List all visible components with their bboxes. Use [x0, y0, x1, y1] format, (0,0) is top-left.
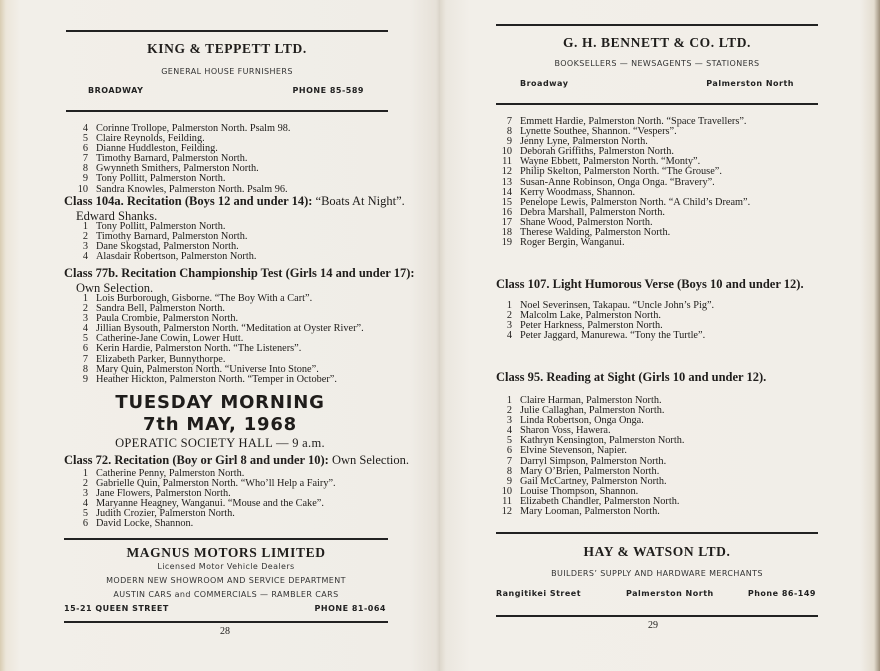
- ad-tagline: BUILDERS’ SUPPLY AND HARDWARE MERCHANTS: [551, 569, 763, 578]
- list-item: 5 Kathryn Kensington, Palmerston North.: [506, 435, 685, 447]
- ad-name: KING & TEPPETT LTD.: [147, 41, 307, 56]
- ad-address: Broadway: [520, 79, 569, 88]
- class-77b-heading: Class 77b. Recitation Championship Test (Girls 14 and under 17):: [64, 266, 415, 280]
- list-item: 19 Roger Bergin, Wanganui.: [501, 237, 625, 249]
- page-number: 29: [648, 620, 658, 631]
- list-item: 3 Peter Harkness, Palmerston North.: [506, 320, 663, 332]
- class-104a-author: Edward Shanks.: [76, 209, 158, 223]
- ad-line-3: AUSTIN CARS and COMMERCIALS — RAMBLER CARS: [113, 590, 339, 599]
- list-item: 2 Malcolm Lake, Palmerston North.: [506, 310, 661, 322]
- class-77b-subline: Own Selection.: [76, 281, 154, 295]
- list-item: 1 Catherine Penny, Palmerston North.: [82, 468, 245, 479]
- ad-magnus-motors: [64, 538, 388, 623]
- list-item: 6 Kerin Hardie, Palmerston North. “The Listeners”.: [82, 343, 302, 355]
- list-item: 3 Paula Crombie, Palmerston North.: [82, 313, 239, 325]
- list-item: 7 Darryl Simpson, Palmerston North.: [506, 455, 667, 467]
- ad-hay-watson: [496, 532, 818, 616]
- entry-list-continued: [494, 117, 750, 248]
- class-95-entries: [494, 396, 684, 517]
- list-item: 4 Corinne Trollope, Palmerston North. Psalm 98.: [82, 123, 291, 134]
- list-item: 3 Jane Flowers, Palmerston North.: [82, 488, 231, 500]
- list-item: 11 Elizabeth Chandler, Palmerston North.: [502, 495, 680, 507]
- ad-phone: PHONE 85-589: [292, 86, 364, 95]
- session-date: 7th MAY, 1968: [143, 414, 297, 435]
- list-item: 1 Lois Burborough, Gisborne. “The Boy With a Cart”.: [82, 293, 313, 304]
- list-item: 2 Julie Callaghan, Palmerston North.: [506, 405, 665, 417]
- list-item: 6 David Locke, Shannon.: [82, 518, 194, 530]
- list-item: 2 Sandra Bell, Palmerston North.: [82, 303, 225, 315]
- session-venue: OPERATIC SOCIETY HALL — 9 a.m.: [115, 436, 325, 450]
- divider-rule: [64, 621, 388, 623]
- list-item: 9 Gail McCartney, Palmerston North.: [506, 475, 667, 487]
- list-item: 8 Lynette Southee, Shannon. “Vespers”.: [506, 126, 677, 138]
- list-item: 10 Deborah Griffiths, Palmerston North.: [501, 146, 674, 158]
- list-item: 4 Sharon Voss, Hawera.: [506, 425, 611, 437]
- list-item: 16 Debra Marshall, Palmerston North.: [501, 206, 665, 218]
- ad-name: MAGNUS MOTORS LIMITED: [126, 545, 326, 560]
- ad-phone: Phone 86-149: [747, 589, 816, 598]
- class-107-heading: Class 107. Light Humorous Verse (Boys 10 and under 12).: [496, 277, 804, 291]
- ad-tagline: BOOKSELLERS — NEWSAGENTS — STATIONERS: [554, 59, 760, 68]
- list-item: 7 Timothy Barnard, Palmerston North.: [82, 153, 248, 165]
- divider-rule: [496, 103, 818, 105]
- list-item: 9 Jenny Lyne, Palmerston North.: [506, 136, 648, 148]
- list-item: 8 Mary Quin, Palmerston North. “Universe Into Stone”.: [82, 363, 319, 375]
- list-item: 15 Penelope Lewis, Palmerston North. “A Child’s Dream”.: [501, 196, 751, 208]
- list-item: 6 Dianne Huddleston, Feilding.: [82, 143, 218, 155]
- list-item: 1 Claire Harman, Palmerston North.: [506, 395, 662, 406]
- list-item: 8 Gwynneth Smithers, Palmerston North.: [82, 163, 259, 175]
- list-item: 4 Alasdair Robertson, Palmerston North.: [82, 251, 257, 263]
- list-item: 5 Judith Crozier, Palmerston North.: [82, 508, 235, 520]
- list-item: 12 Mary Looman, Palmerston North.: [501, 506, 660, 518]
- ad-line-2: MODERN NEW SHOWROOM AND SERVICE DEPARTMENT: [106, 576, 346, 585]
- list-item: 9 Heather Hickton, Palmerston North. “Temper in October”.: [82, 373, 337, 385]
- list-item: 9 Tony Pollitt, Palmerston North.: [82, 173, 226, 185]
- list-item: 2 Gabrielle Quin, Palmerston North. “Who’ll Help a Fairy”.: [82, 478, 336, 490]
- class-72-entries: [70, 469, 336, 530]
- list-item: 11 Wayne Ebbett, Palmerston North. “Monty”.: [502, 156, 701, 168]
- list-item: 5 Catherine-Jane Cowin, Lower Hutt.: [82, 333, 244, 345]
- list-item: 7 Emmett Hardie, Palmerston North. “Space Travellers”.: [506, 116, 747, 127]
- page-29: [440, 0, 880, 671]
- list-item: 3 Dane Skogstad, Palmerston North.: [82, 241, 239, 253]
- ad-king-teppett: [66, 30, 388, 112]
- ad-address: Rangitikei Street: [496, 589, 582, 598]
- class-77b-entries: [70, 294, 364, 385]
- list-item: 3 Linda Robertson, Onga Onga.: [506, 415, 644, 427]
- class-95-heading: Class 95. Reading at Sight (Girls 10 and under 12).: [496, 370, 767, 384]
- divider-rule: [496, 615, 818, 617]
- entry-list-continued: [70, 124, 291, 195]
- list-item: 10 Sandra Knowles, Palmerston North. Psalm 96.: [77, 183, 288, 195]
- list-item: 14 Kerry Woodmass, Shannon.: [501, 186, 636, 198]
- ad-address: BROADWAY: [88, 86, 144, 95]
- ad-city: Palmerston North: [706, 79, 794, 88]
- class-72-heading: Class 72. Recitation (Boy or Girl 8 and under 10): Own Selection.: [64, 453, 410, 467]
- page-number: 28: [220, 626, 230, 637]
- divider-rule: [66, 110, 388, 112]
- list-item: 5 Claire Reynolds, Feilding.: [82, 133, 205, 145]
- class-104a-heading: Class 104a. Recitation (Boys 12 and under 14): “Boats At Night”.: [64, 194, 405, 208]
- list-item: 1 Noel Severinsen, Takapau. “Uncle John’s Pig”.: [506, 300, 715, 311]
- list-item: 12 Philip Skelton, Palmerston North. “The Grouse”.: [501, 166, 722, 178]
- list-item: 17 Shane Wood, Palmerston North.: [501, 216, 653, 228]
- ad-city: Palmerston North: [626, 589, 714, 598]
- ad-name: G. H. BENNETT & CO. LTD.: [562, 35, 752, 50]
- list-item: 13 Susan-Anne Robinson, Onga Onga. “Bravery”.: [501, 176, 715, 188]
- list-item: 4 Maryanne Heagney, Wanganui. “Mouse and the Cake”.: [82, 498, 324, 510]
- ad-address: 15-21 QUEEN STREET: [64, 604, 169, 613]
- list-item: 7 Elizabeth Parker, Bunnythorpe.: [82, 353, 226, 365]
- list-item: 18 Therese Walding, Palmerston North.: [501, 227, 671, 239]
- class-107-entries: [494, 301, 714, 341]
- ad-gh-bennett: [496, 24, 818, 104]
- list-item: 10 Louise Thompson, Shannon.: [501, 485, 639, 497]
- session-day: TUESDAY MORNING: [115, 392, 325, 413]
- list-item: 4 Peter Jaggard, Manurewa. “Tony the Turtle”.: [506, 330, 706, 342]
- list-item: 4 Jillian Bysouth, Palmerston North. “Meditation at Oyster River”.: [82, 323, 364, 335]
- list-item: 8 Mary O’Brien, Palmerston North.: [506, 465, 660, 477]
- ad-tagline: GENERAL HOUSE FURNISHERS: [161, 67, 293, 76]
- ad-name: HAY & WATSON LTD.: [583, 544, 731, 559]
- ad-line-1: Licensed Motor Vehicle Dealers: [157, 562, 295, 571]
- list-item: 1 Tony Pollitt, Palmerston North.: [82, 221, 226, 232]
- list-item: 2 Timothy Barnard, Palmerston North.: [82, 231, 248, 243]
- list-item: 6 Elvine Stevenson, Napier.: [506, 445, 627, 457]
- ad-phone: PHONE 81-064: [314, 604, 386, 613]
- class-104a-entries: [70, 222, 256, 262]
